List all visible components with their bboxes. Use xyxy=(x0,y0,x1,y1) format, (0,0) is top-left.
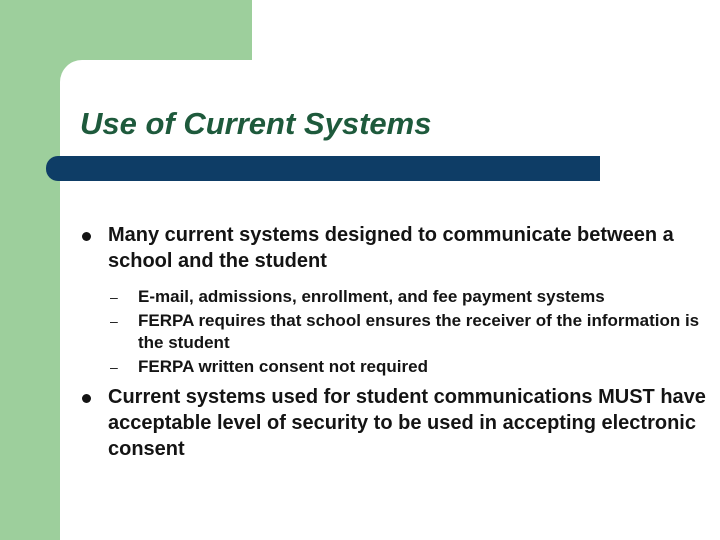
bullet-text: Many current systems designed to communicate between a school and the student xyxy=(108,224,674,272)
sub-bullet-list xyxy=(80,286,710,378)
sub-bullet-item xyxy=(80,310,710,354)
dash-marker-icon: – xyxy=(110,313,118,329)
bullet-dot-icon xyxy=(82,394,91,403)
dash-marker-icon: – xyxy=(110,359,118,375)
sub-bullet-text: E-mail, admissions, enrollment, and fee payment systems xyxy=(138,287,605,306)
title-underline-bar xyxy=(46,156,600,181)
sub-bullet-item xyxy=(80,286,710,308)
slide-title: Use of Current Systems xyxy=(80,106,432,141)
slide-content xyxy=(80,222,710,462)
bullet-dot-icon xyxy=(82,232,91,241)
sub-bullet-item xyxy=(80,356,710,378)
bullet-text: Current systems used for student communications MUST have acceptable level of security to be used in accepting electronic consent xyxy=(108,386,706,460)
bullet-item xyxy=(80,222,710,274)
dash-marker-icon: – xyxy=(110,289,118,305)
sub-bullet-text: FERPA written consent not required xyxy=(138,357,428,376)
sub-bullet-text: FERPA requires that school ensures the receiver of the information is the student xyxy=(138,311,700,352)
bullet-item xyxy=(80,384,710,462)
